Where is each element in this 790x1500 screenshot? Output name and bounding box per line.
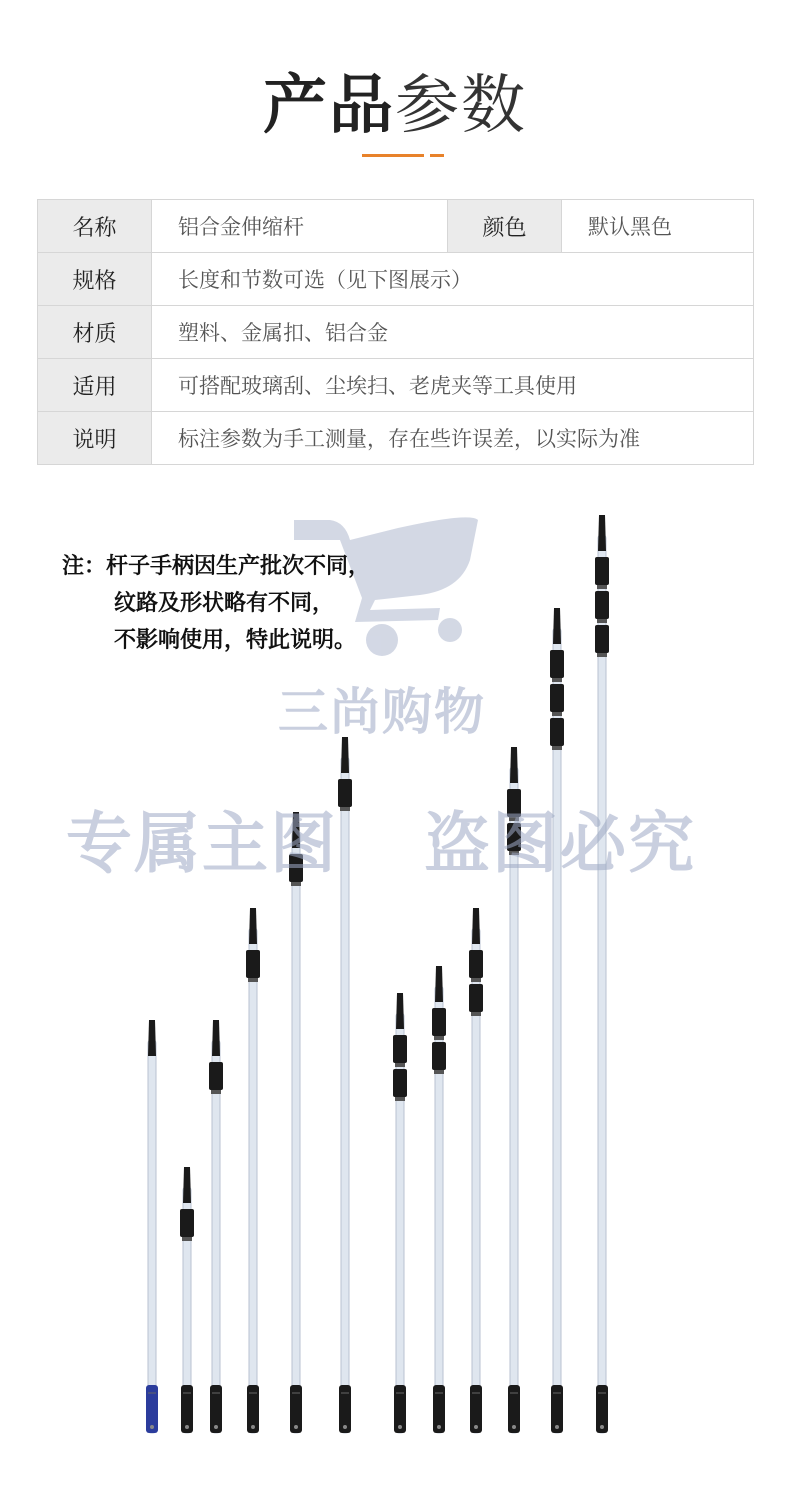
telescopic-pole (180, 1167, 194, 1433)
note-line: 纹路及形状略有不同， (114, 591, 335, 616)
param-value: 铝合金伸缩杆 (152, 200, 448, 253)
param-value: 塑料、金属扣、铝合金 (152, 306, 754, 359)
note-line: 不影响使用，特此说明。 (114, 628, 357, 653)
note (62, 548, 370, 659)
param-label: 说明 (38, 412, 152, 465)
telescopic-pole (393, 993, 407, 1433)
watermark-right: 盗图必究 (424, 805, 696, 882)
title-bold: 产品 (263, 69, 395, 143)
title-underline-dot (430, 154, 444, 157)
telescopic-pole (209, 1020, 223, 1433)
param-label: 规格 (38, 253, 152, 306)
telescopic-pole (338, 737, 352, 1433)
telescopic-pole (246, 908, 260, 1433)
param-value: 长度和节数可选（见下图展示） (152, 253, 754, 306)
telescopic-pole (469, 908, 483, 1433)
table-row (38, 253, 754, 306)
param-value: 默认黑色 (562, 200, 754, 253)
watermark-brand: 三尚购物 (278, 683, 486, 741)
telescopic-pole (550, 608, 564, 1433)
table-row (38, 200, 754, 253)
param-label: 颜色 (448, 200, 562, 253)
table-row (38, 412, 754, 465)
title-underline (362, 154, 424, 157)
params-table (37, 199, 754, 465)
param-value: 可搭配玻璃刮、尘埃扫、老虎夹等工具使用 (152, 359, 754, 412)
telescopic-pole (146, 1020, 158, 1433)
telescopic-pole (289, 812, 303, 1433)
param-value: 标注参数为手工测量，存在些许误差，以实际为准 (152, 412, 754, 465)
page-title (0, 62, 790, 150)
table-row (38, 359, 754, 412)
telescopic-pole (432, 966, 446, 1433)
table-row (38, 306, 754, 359)
param-label: 材质 (38, 306, 152, 359)
param-label: 适用 (38, 359, 152, 412)
title-light: 参数 (395, 69, 527, 143)
note-line: 注：杆子手柄因生产批次不同， (62, 554, 371, 579)
param-label: 名称 (38, 200, 152, 253)
telescopic-pole (595, 515, 609, 1433)
watermark-left: 专属主图 (66, 805, 338, 882)
